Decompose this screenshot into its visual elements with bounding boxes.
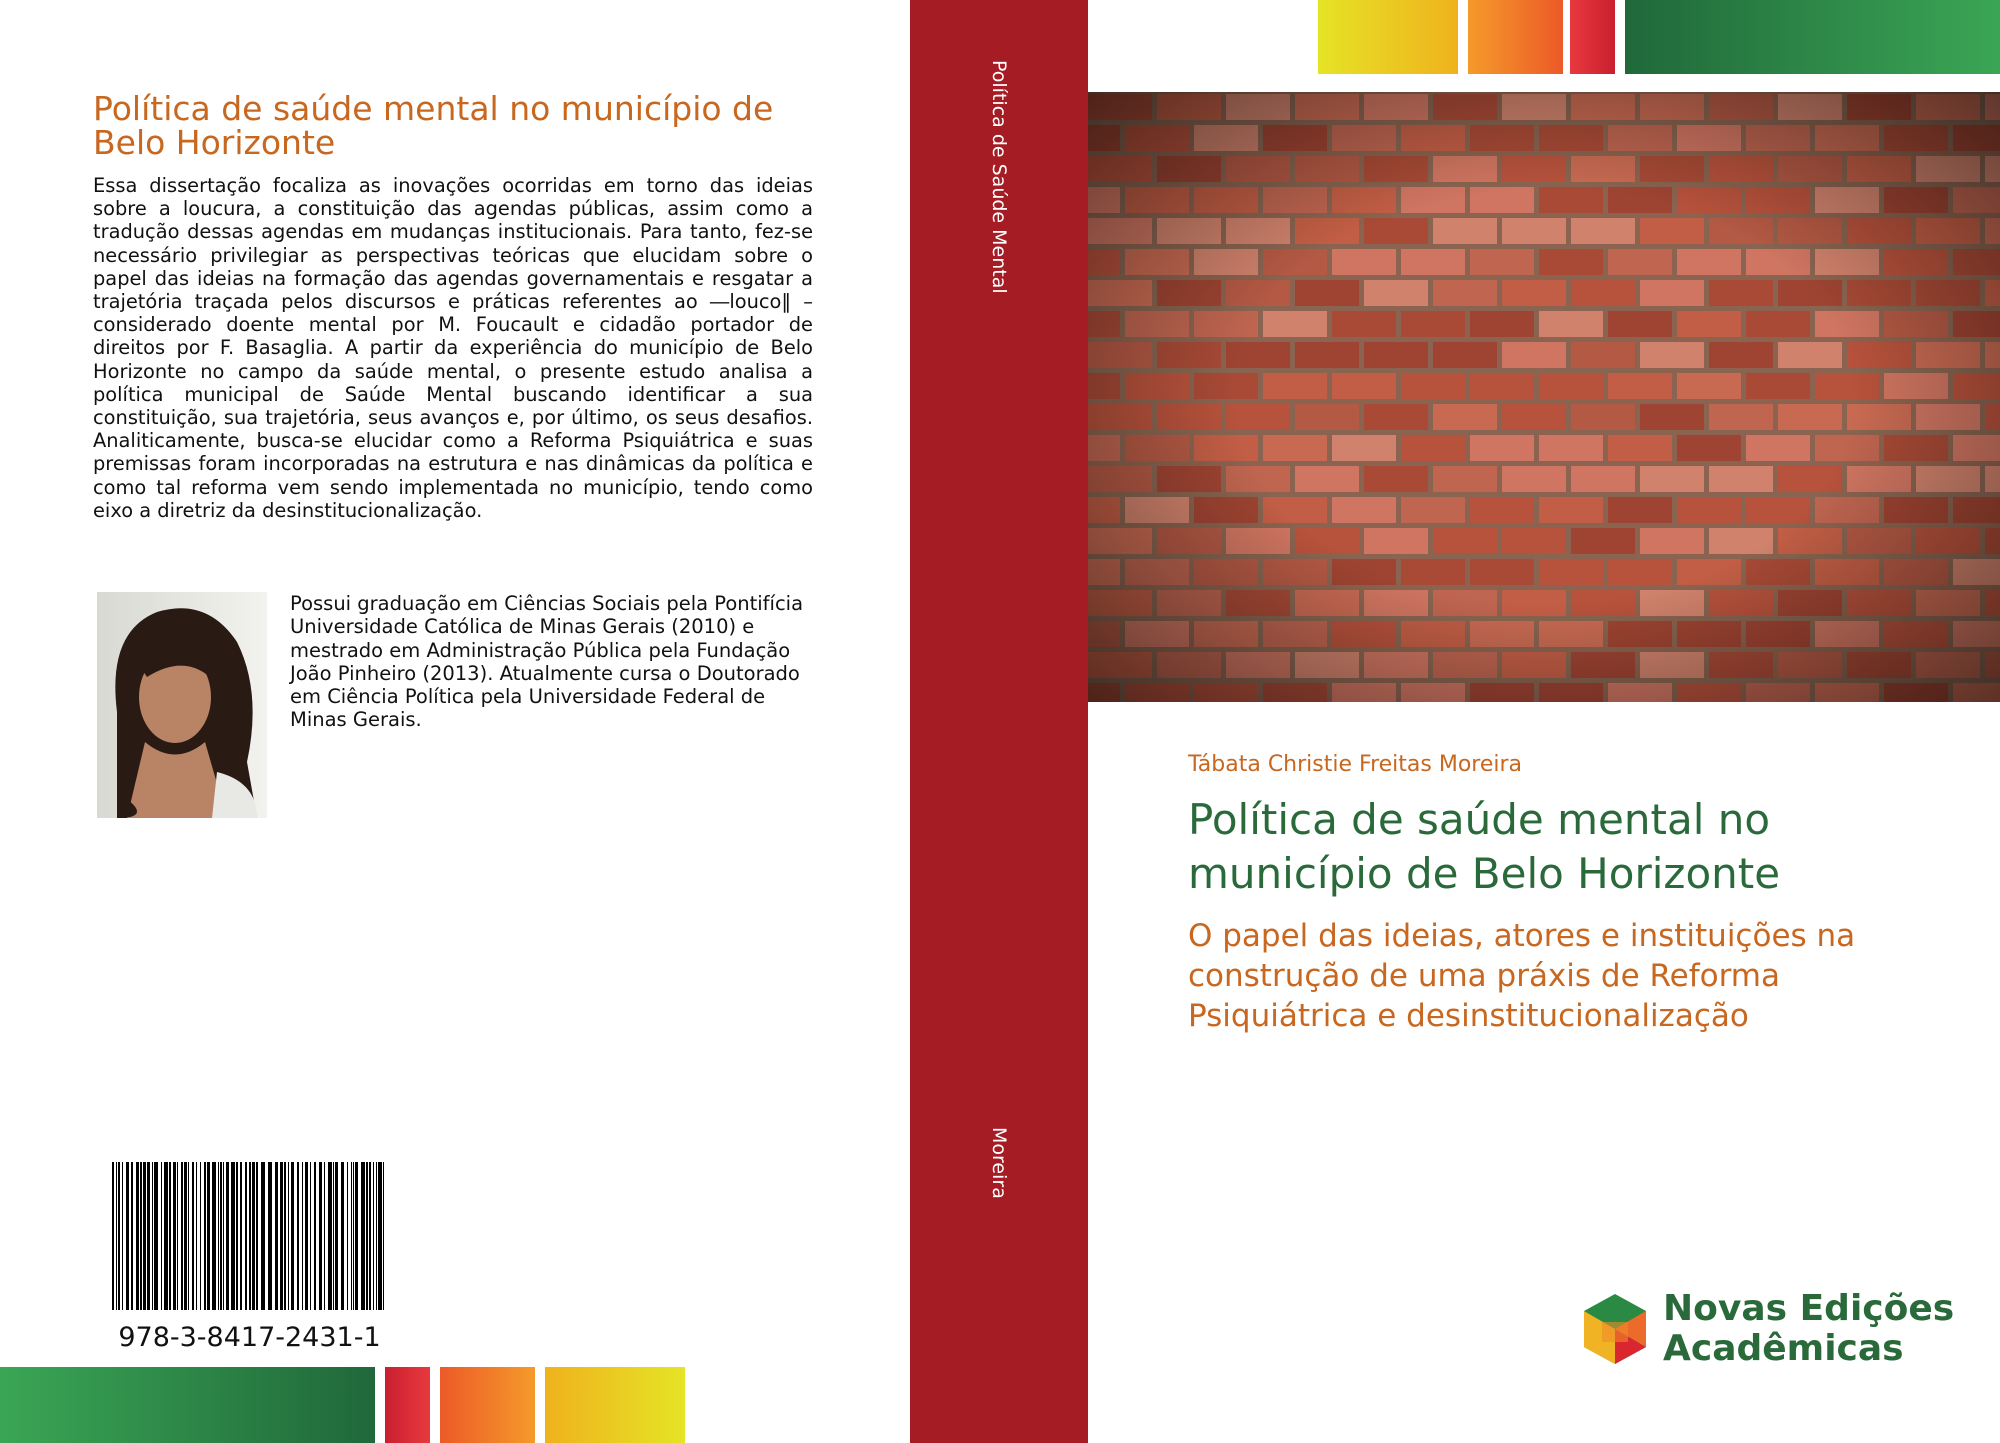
author-photo (97, 592, 267, 818)
publisher-name (1663, 1289, 1954, 1369)
publisher-name-line1: Novas Edições (1663, 1288, 1955, 1329)
barcode (112, 1162, 387, 1310)
front-subtitle: O papel das ideias, atores e instituições na construção de uma práxis de Reforma Psiquiátrica e desinstitucionalização (1188, 918, 1856, 1034)
front-author: Tábata Christie Freitas Moreira (1188, 752, 1523, 777)
book-spine (910, 0, 1088, 1443)
publisher-name-line2: Acadêmicas (1663, 1328, 1904, 1369)
back-color-bar (0, 1367, 685, 1443)
back-cover-blurb: Essa dissertação focaliza as inovações ocorridas em torno das ideias sobre a loucura, a constituição das agendas públicas, assim como a tradução dessas agendas em mudanças institucionais. Para tanto, fez-se necessário privilegiar as perspectivas teóricas que elucidam sobre o papel das ideias na formação das agendas governamentais e resgatar a trajetória traçada pelos discursos e práticas referentes ao ―louco‖ – considerado doente mental por M. Foucault e cidadão portador de direitos por F. Basaglia. A partir da experiência do município de Belo Horizonte no campo da saúde mental, o presente estudo analisa a política municipal de Saúde Mental buscando identificar a sua constituição, sua trajetória, seus avanços e, por último, os seus desafios. Analiticamente, busca-se elucidar como a Reforma Psiquiátrica e suas premissas foram incorporadas na estrutura e nas dinâmicas da política e como tal reforma vem sendo implementada no município, tendo como eixo a diretriz da desinstitucionalização. (93, 174, 813, 522)
isbn-number: 978-3-8417-2431-1 (118, 1322, 381, 1353)
back-cover-title: Política de saúde mental no município de Belo Horizonte (93, 89, 774, 162)
publisher-logo-icon (1580, 1292, 1650, 1366)
spine-author: Moreira (988, 1127, 1010, 1199)
brick-wall-image (1088, 92, 2000, 702)
spine-title: Política de Saúde Mental (988, 60, 1010, 294)
front-color-bar (1318, 0, 2000, 74)
author-bio: Possui graduação em Ciências Sociais pela Pontifícia Universidade Católica de Minas Gerais (2010) e mestrado em Administração Pública pela Fundação João Pinheiro (2013). Atualmente cursa o Doutorado em Ciência Política pela Universidade Federal de Minas Gerais. (290, 592, 804, 732)
front-title: Política de saúde mental no município de Belo Horizonte (1188, 795, 1781, 898)
